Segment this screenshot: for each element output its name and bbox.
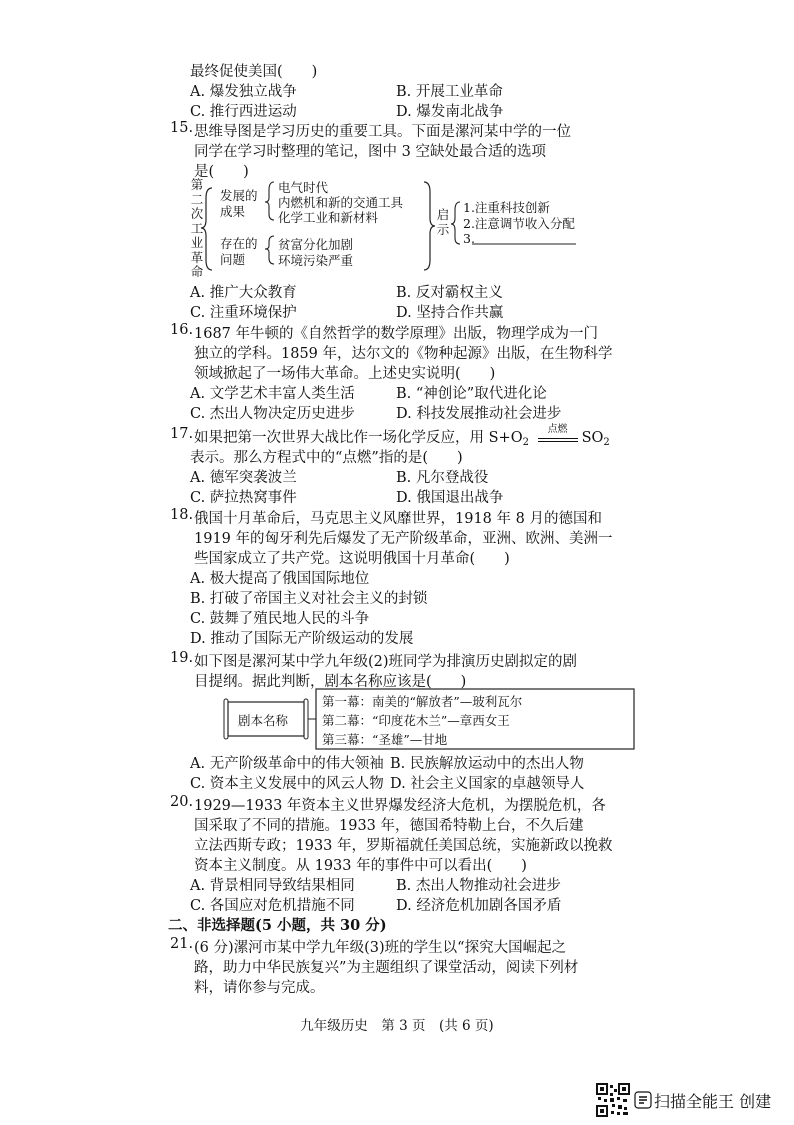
q20-stem-line2: 国采取了不同的措施。1933 年，德国希特勒上台，不久后建 bbox=[194, 818, 584, 834]
q19-option-c: C. 资本主义发展中的风云人物 bbox=[190, 776, 384, 792]
q19-option-a: A. 无产阶级革命中的伟大领袖 bbox=[190, 756, 384, 772]
q16-number: 16. bbox=[170, 322, 194, 338]
q20-option-d: D. 经济危机加剧各国矛盾 bbox=[396, 898, 562, 914]
q18-option-b: B. 打破了帝国主义对社会主义的封锁 bbox=[190, 591, 428, 607]
scanner-watermark bbox=[596, 1083, 786, 1117]
q17-subscript: 2 bbox=[522, 437, 529, 448]
q20-stem-line1: 1929—1933 年资本主义世界爆发经济大危机，为摆脱危机，各 bbox=[194, 798, 606, 814]
q17-stem-line2: 表示。那么方程式中的“点燃”指的是( ) bbox=[190, 450, 463, 466]
act-line: 第三幕：“圣雄”—甘地 bbox=[322, 732, 448, 747]
page-footer: 九年级历史 第 3 页 (共 6 页) bbox=[300, 1018, 494, 1034]
insight-item: 2.注意调节收入分配 bbox=[463, 216, 575, 231]
q20-stem-line4: 资本主义制度。从 1933 年的事件中可以看出( ) bbox=[194, 858, 527, 874]
q17-option-b: B. 凡尔登战役 bbox=[396, 470, 489, 486]
q16-stem-line2: 独立的学科。1859 年，达尔文的《物种起源》出版，在生物科学 bbox=[194, 346, 613, 362]
q14-option-a: A. 爆发独立战争 bbox=[190, 84, 297, 100]
q16-stem-line1: 1687 年牛顿的《自然哲学的数学原理》出版，物理学成为一门 bbox=[194, 326, 599, 342]
branch1-item: 内燃机和新的交通工具 bbox=[278, 195, 404, 210]
q15-option-d: D. 坚持合作共赢 bbox=[396, 305, 504, 321]
branch2-label-line2: 问题 bbox=[220, 252, 246, 267]
q20-option-c: C. 各国应对危机措施不同 bbox=[190, 898, 355, 914]
q18-stem-line3: 些国家成立了共产党。这说明俄国十月革命( ) bbox=[194, 551, 510, 567]
q19-number: 19. bbox=[170, 650, 194, 666]
q18-number: 18. bbox=[170, 507, 194, 523]
section-heading: 二、非选择题(5 小题，共 30 分) bbox=[168, 917, 387, 934]
q15-option-a: A. 推广大众教育 bbox=[190, 285, 297, 301]
q14-option-c: C. 推行西进运动 bbox=[190, 104, 297, 120]
q19-option-d: D. 社会主义国家的卓越领导人 bbox=[390, 776, 585, 792]
q17-product: SO bbox=[581, 430, 604, 446]
q17-product-subscript: 2 bbox=[603, 437, 610, 448]
branch2-label-line1: 存在的 bbox=[220, 236, 258, 251]
q14-stem-end: 最终促使美国( ) bbox=[190, 64, 318, 80]
q19-stem-line1: 如下图是漯河某中学九年级(2)班同学为排演历史剧拟定的剧 bbox=[194, 654, 578, 670]
q20-stem-line3: 立法西斯专政；1933 年，罗斯福就任美国总统，实施新政以挽救 bbox=[194, 838, 613, 854]
insight-item: 1.注重科技创新 bbox=[463, 200, 550, 215]
act-line: 第二幕：“印度花木兰”—章西女王 bbox=[322, 713, 510, 728]
q17-option-c: C. 萨拉热窝事件 bbox=[190, 490, 297, 506]
q15-mind-map bbox=[190, 178, 610, 278]
q21-stem-line2: 路，助力中华民族复兴”为主题组织了课堂活动，阅读下列材 bbox=[194, 960, 579, 976]
q20-option-b: B. 杰出人物推动社会进步 bbox=[396, 878, 561, 894]
q21-stem-line3: 料，请你参与完成。 bbox=[194, 980, 325, 996]
q17-reaction-arrow bbox=[538, 424, 578, 442]
branch2-item: 贫富分化加剧 bbox=[278, 237, 354, 252]
q17-option-d: D. 俄国退出战争 bbox=[396, 490, 504, 506]
q17-option-a: A. 德军突袭波兰 bbox=[190, 470, 297, 486]
q16-option-d: D. 科技发展推动社会进步 bbox=[396, 406, 562, 422]
q16-option-b: B. “神创论”取代进化论 bbox=[396, 386, 547, 402]
q14-option-d: D. 爆发南北战争 bbox=[396, 104, 504, 120]
qr-code-icon bbox=[596, 1083, 630, 1117]
branch1-label-line1: 发展的 bbox=[220, 188, 258, 203]
q19-stem-line2: 目提纲。据此判断，剧本名称应该是( ) bbox=[194, 674, 467, 690]
branch2-item: 环境污染严重 bbox=[278, 253, 354, 268]
q17-stem-line1 bbox=[194, 426, 610, 448]
q15-stem-line3: 是( ) bbox=[194, 164, 249, 180]
q18-option-c: C. 鼓舞了殖民地人民的斗争 bbox=[190, 611, 370, 627]
act-line: 第一幕：南美的“解放者”—玻利瓦尔 bbox=[322, 694, 523, 709]
insight-item: 3. bbox=[463, 231, 475, 246]
q15-stem-line1: 思维导图是学习历史的重要工具。下面是漯河某中学的一位 bbox=[194, 124, 571, 140]
q17-ignite-label: 点燃 bbox=[547, 424, 568, 435]
q20-number: 20. bbox=[170, 794, 194, 810]
q18-option-a: A. 极大提高了俄国国际地位 bbox=[190, 571, 370, 587]
q18-stem-line1: 俄国十月革命后，马克思主义风靡世界，1918 年 8 月的德国和 bbox=[194, 511, 602, 527]
watermark-text: 扫描全能王 创建 bbox=[654, 1092, 772, 1111]
q20-option-a: A. 背景相同导致结果相同 bbox=[190, 878, 355, 894]
scroll-label: 剧本名称 bbox=[238, 713, 289, 728]
q16-option-a: A. 文学艺术丰富人类生活 bbox=[190, 386, 355, 402]
q15-stem-line2: 同学在学习时整理的笔记，图中 3 空缺处最合适的选项 bbox=[194, 144, 546, 160]
q15-option-c: C. 注重环境保护 bbox=[190, 305, 297, 321]
mind-map-root: 第二次工业革命 bbox=[190, 177, 204, 279]
q16-option-c: C. 杰出人物决定历史进步 bbox=[190, 406, 355, 422]
q15-number: 15. bbox=[170, 120, 194, 136]
scanner-logo-icon bbox=[634, 1091, 652, 1109]
branch1-item: 化学工业和新材料 bbox=[278, 210, 379, 225]
q21-number: 21. bbox=[170, 936, 194, 952]
q21-stem-line1: (6 分)漯河市某中学九年级(3)班的学生以“探究大国崛起之 bbox=[194, 940, 567, 956]
branch1-item: 电气时代 bbox=[278, 180, 329, 195]
q18-stem-line2: 1919 年的匈牙利先后爆发了无产阶级革命，亚洲、欧洲、美洲一 bbox=[194, 531, 613, 547]
q17-number: 17. bbox=[170, 426, 194, 442]
q19-option-b: B. 民族解放运动中的杰出人物 bbox=[390, 756, 584, 772]
q17-stem-text: 如果把第一次世界大战比作一场化学反应，用 S+O bbox=[194, 430, 523, 446]
q15-option-b: B. 反对霸权主义 bbox=[396, 285, 503, 301]
q16-stem-line3: 领域掀起了一场伟大革命。上述史实说明( ) bbox=[194, 366, 496, 382]
q14-option-b: B. 开展工业革命 bbox=[396, 84, 503, 100]
branch1-label-line2: 成果 bbox=[220, 204, 246, 219]
q19-play-outline bbox=[220, 688, 640, 750]
insight-label: 启示 bbox=[436, 207, 450, 237]
q18-option-d: D. 推动了国际无产阶级运动的发展 bbox=[190, 631, 414, 647]
